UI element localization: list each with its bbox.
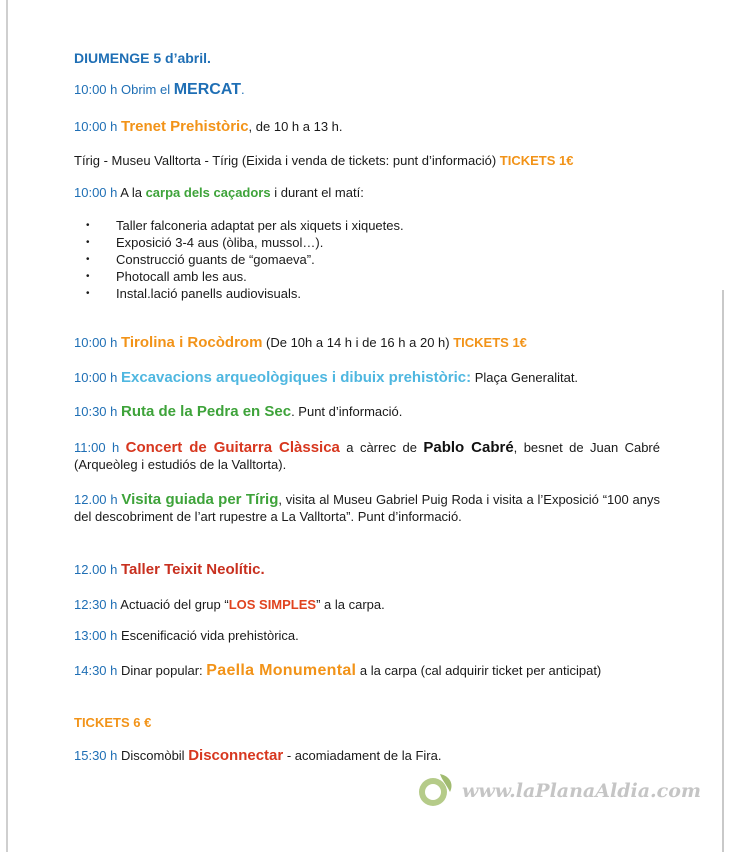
event-time: 10:00 h	[74, 335, 121, 350]
event-text: Tírig - Museu Valltorta - Tírig (Eixida i venda de tickets: punt d’informació)	[74, 153, 500, 168]
list-item-text: Taller falconeria adaptat per als xiquets i xiquetes.	[116, 218, 404, 233]
event-time: 13:00 h	[74, 628, 121, 643]
performer-name: Pablo Cabré	[423, 439, 514, 456]
event-dinar	[74, 662, 660, 679]
event-mercat	[74, 81, 245, 98]
event-ruta	[74, 403, 402, 420]
day-label: DIUMENGE 5 d’abril.	[74, 50, 211, 66]
event-trenet-route	[74, 152, 573, 169]
event-highlight: Trenet Prehistòric	[121, 118, 249, 135]
event-text: Dinar popular:	[121, 663, 207, 678]
list-item-text: Construcció guants de “gomaeva”.	[116, 252, 315, 267]
bullet-icon: •	[86, 271, 90, 282]
event-discomobil	[74, 747, 441, 764]
tickets-badge: TICKETS 1€	[453, 335, 527, 350]
event-text: , visita al Museu Gabriel Puig Roda i visita a l’Exposició “100 anys del descobriment de l’art rupestre a La Valltorta”. Punt d’informació.	[74, 492, 660, 524]
event-concert	[74, 439, 660, 473]
event-excavacions	[74, 369, 578, 386]
event-text: i durant el matí:	[270, 185, 364, 200]
event-text: .	[240, 82, 245, 97]
event-highlight: Visita guiada per Tírig	[121, 491, 279, 508]
event-highlight: Excavacions arqueològiques i dibuix prehistòric:	[121, 369, 472, 386]
bullet-icon: •	[86, 237, 90, 248]
event-highlight: LOS SIMPLES	[228, 597, 317, 612]
list-item	[86, 285, 586, 302]
event-time: 12:30 h	[74, 597, 121, 612]
event-taller-teixit	[74, 561, 265, 578]
event-time: 15:30 h	[74, 748, 121, 763]
event-text: (De 10h a 14 h i de 16 h a 20 h)	[262, 335, 454, 350]
event-text: , besnet de Juan Cabré (Arqueòleg i estudiós de la Valltorta).	[74, 440, 660, 472]
site-watermark	[416, 772, 701, 812]
bullet-icon: •	[86, 220, 90, 231]
event-text: .	[260, 561, 265, 578]
event-carpa	[74, 184, 364, 201]
tickets-badge: TICKETS 1€	[499, 153, 574, 168]
event-text: Discomòbil	[121, 748, 189, 763]
event-time: 10:00 h	[74, 370, 121, 385]
bullet-icon: •	[86, 288, 90, 299]
event-time: 14:30 h	[74, 663, 121, 678]
list-item	[86, 217, 586, 234]
event-highlight: Paella Monumental	[206, 662, 357, 679]
list-item	[86, 251, 586, 268]
event-text: , de 10 h a 13 h.	[248, 119, 343, 134]
tickets-dinar	[74, 714, 151, 731]
event-time: 12.00 h	[74, 492, 122, 507]
event-text: a la carpa (cal adquirir ticket per anticipat)	[356, 663, 602, 678]
event-highlight: Disconnectar	[188, 747, 284, 764]
event-highlight: Tirolina i Rocòdrom	[121, 334, 263, 351]
event-highlight: MERCAT	[173, 81, 241, 98]
event-text: 10:00 h Obrim el	[74, 82, 174, 97]
scrollbar-track[interactable]	[722, 290, 724, 852]
event-time: 10:00 h	[74, 119, 121, 134]
event-highlight: Taller Teixit Neolític	[121, 561, 261, 578]
list-item	[86, 234, 586, 251]
event-text: - acomiadament de la Fira.	[283, 748, 442, 763]
event-los-simples	[74, 596, 385, 613]
event-time: 12.00 h	[74, 562, 121, 577]
event-text: A la	[120, 185, 146, 200]
event-time: 10:30 h	[74, 404, 121, 419]
event-highlight: Ruta de la Pedra en Sec	[121, 403, 292, 420]
event-highlight: carpa dels caçadors	[145, 185, 271, 200]
event-escenificacio	[74, 627, 299, 644]
event-text: Escenificació vida prehistòrica.	[121, 628, 299, 643]
event-text: Actuació del grup “	[120, 597, 229, 612]
event-text: . Punt d’informació.	[291, 404, 403, 419]
page-left-edge	[6, 0, 8, 852]
event-trenet	[74, 118, 343, 135]
event-text: Plaça Generalitat.	[471, 370, 579, 385]
event-visita	[74, 491, 660, 525]
logo-icon	[416, 772, 456, 810]
event-text: ” a la carpa.	[316, 597, 385, 612]
list-item	[86, 268, 586, 285]
activities-list	[86, 217, 586, 302]
list-item-text: Photocall amb les aus.	[116, 269, 247, 284]
day-heading	[74, 50, 211, 67]
list-item-text: Exposició 3-4 aus (òliba, mussol…).	[116, 235, 324, 250]
event-time: 10:00 h	[74, 185, 121, 200]
event-text: a càrrec de	[339, 440, 424, 455]
event-highlight: Concert de Guitarra Clàssica	[125, 439, 340, 456]
list-item-text: Instal.lació panells audiovisuals.	[116, 286, 301, 301]
event-time: 11:00 h	[74, 440, 126, 455]
watermark-text: www.laPlanaAldia.com	[462, 780, 701, 802]
event-tirolina	[74, 334, 527, 351]
tickets-badge: TICKETS 6 €	[74, 715, 152, 730]
bullet-icon: •	[86, 254, 90, 265]
